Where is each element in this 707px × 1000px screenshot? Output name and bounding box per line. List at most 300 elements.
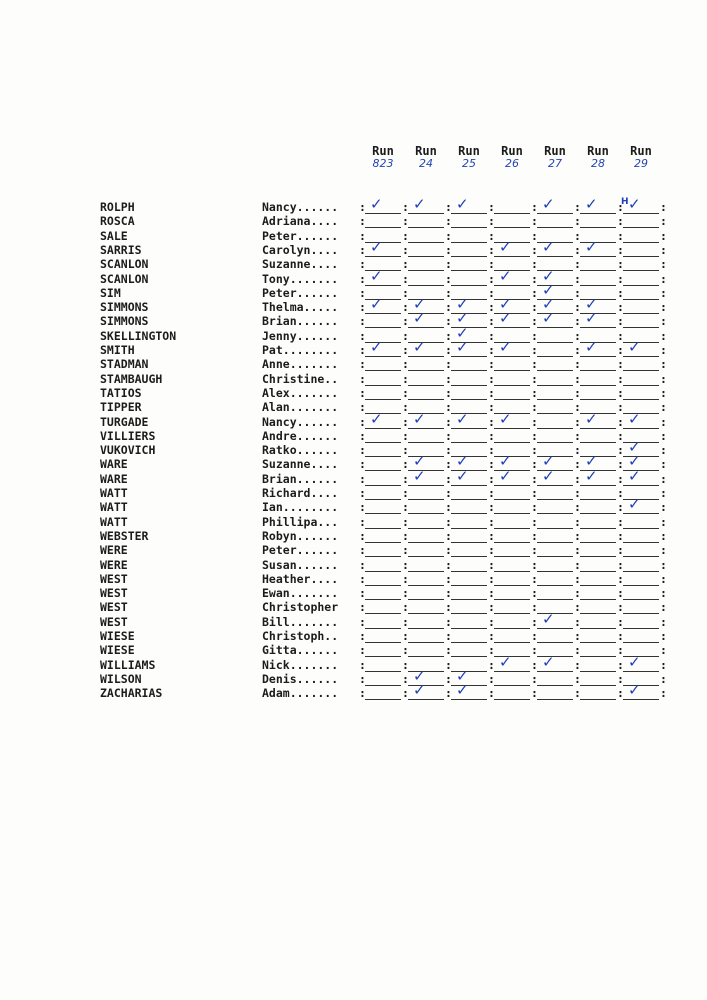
colon-separator: : — [445, 600, 452, 615]
colon-separator: : — [660, 343, 667, 357]
colon-separator: : — [488, 443, 495, 458]
table-row — [0, 229, 707, 243]
colon-separator: : — [402, 643, 409, 658]
table-row — [0, 666, 707, 686]
table-row — [0, 486, 707, 500]
colon-separator: : — [531, 671, 538, 686]
colon-separator: : — [488, 400, 495, 415]
attendance-cell — [408, 529, 444, 543]
colon-separator: : — [445, 557, 452, 572]
attendance-cell — [580, 466, 616, 486]
colon-separator: : — [359, 629, 366, 643]
colon-separator: : — [660, 328, 667, 343]
colon-separator: : — [445, 428, 452, 443]
attendance-cell — [451, 643, 487, 657]
colon-separator: : — [531, 571, 538, 586]
colon-separator: : — [617, 671, 624, 686]
colon-separator: : — [574, 629, 581, 643]
check-icon: ✓ — [456, 309, 469, 328]
attendance-cell — [623, 543, 659, 557]
colon-separator: : — [402, 657, 409, 672]
attendance-cell — [451, 486, 487, 500]
attendance-cell — [580, 515, 616, 529]
attendance-cell — [537, 515, 573, 529]
colon-separator: : — [445, 343, 452, 357]
check-icon: ✓ — [456, 323, 469, 342]
table-row — [0, 529, 707, 543]
run-header-label: Run — [415, 144, 437, 158]
run-header-label: Run — [544, 144, 566, 158]
colon-separator: : — [359, 285, 366, 300]
run-header-number: 26 — [505, 157, 519, 170]
colon-separator: : — [488, 228, 495, 243]
colon-separator: : — [359, 200, 366, 214]
colon-separator: : — [359, 457, 366, 472]
colon-separator: : — [402, 671, 409, 686]
colon-separator: : — [488, 343, 495, 357]
surname: WARE — [100, 457, 128, 472]
colon-separator: : — [445, 586, 452, 601]
table-row — [0, 652, 707, 672]
colon-separator: : — [359, 500, 366, 515]
surname: TIPPER — [100, 400, 142, 415]
colon-separator: : — [488, 300, 495, 315]
attendance-cell — [494, 500, 530, 514]
table-row — [0, 586, 707, 600]
attendance-cell — [537, 529, 573, 543]
surname: SIMMONS — [100, 314, 149, 329]
colon-separator: : — [359, 600, 366, 615]
check-icon: ✓ — [542, 309, 555, 328]
colon-separator: : — [488, 242, 495, 257]
colon-separator: : — [574, 314, 581, 329]
table-row — [0, 386, 707, 400]
table-row — [0, 452, 707, 472]
table-row — [0, 266, 707, 286]
first-name: Ewan....... — [262, 586, 339, 601]
colon-separator: : — [359, 557, 366, 572]
attendance-cell — [623, 386, 659, 400]
first-name: Pat........ — [262, 343, 339, 357]
check-icon: ✓ — [585, 309, 598, 328]
attendance-cell — [408, 338, 444, 357]
attendance-cell — [365, 515, 401, 529]
check-icon: ✓ — [628, 338, 641, 356]
colon-separator: : — [402, 314, 409, 329]
attendance-cell — [451, 629, 487, 643]
surname: WERE — [100, 543, 128, 558]
colon-separator: : — [660, 643, 667, 658]
colon-separator: : — [660, 600, 667, 615]
table-row — [0, 438, 707, 458]
check-icon: ✓ — [499, 338, 512, 356]
attendance-cell — [580, 643, 616, 657]
run-header-number: 823 — [372, 157, 394, 170]
attendance-cell — [623, 409, 659, 429]
check-icon: ✓ — [628, 409, 641, 428]
colon-separator: : — [531, 614, 538, 629]
attendance-cell — [408, 195, 444, 214]
attendance-cell — [580, 543, 616, 557]
first-name: Ian........ — [262, 500, 339, 515]
colon-separator: : — [660, 285, 667, 300]
check-icon: ✓ — [456, 466, 469, 485]
colon-separator: : — [359, 528, 366, 543]
attendance-cell — [365, 457, 401, 471]
first-name: Alan....... — [262, 400, 339, 415]
colon-separator: : — [488, 200, 495, 214]
colon-separator: : — [488, 486, 495, 500]
attendance-cell — [494, 237, 530, 257]
first-name: Thelma..... — [262, 300, 339, 315]
table-row — [0, 558, 707, 572]
colon-separator: : — [359, 228, 366, 243]
colon-separator: : — [574, 271, 581, 286]
attendance-cell — [365, 357, 401, 371]
attendance-cell — [408, 257, 444, 271]
colon-separator: : — [402, 514, 409, 529]
colon-separator: : — [531, 457, 538, 472]
surname: WILSON — [100, 671, 142, 686]
first-name: Peter...... — [262, 543, 339, 558]
colon-separator: : — [445, 285, 452, 300]
surname: SARRIS — [100, 242, 142, 257]
colon-separator: : — [402, 571, 409, 586]
colon-separator: : — [402, 500, 409, 515]
colon-separator: : — [359, 443, 366, 458]
colon-separator: : — [488, 657, 495, 672]
check-icon: ✓ — [370, 409, 383, 428]
colon-separator: : — [488, 586, 495, 601]
attendance-cell — [580, 500, 616, 514]
colon-separator: : — [445, 257, 452, 272]
colon-separator: : — [445, 471, 452, 486]
attendance-cell — [408, 272, 444, 286]
colon-separator: : — [660, 629, 667, 643]
colon-separator: : — [574, 557, 581, 572]
check-icon: ✓ — [542, 609, 555, 628]
table-row — [0, 338, 707, 357]
attendance-cell — [365, 443, 401, 457]
colon-separator: : — [445, 657, 452, 672]
attendance-cell — [408, 357, 444, 371]
attendance-cell — [408, 466, 444, 486]
attendance-cell — [451, 229, 487, 243]
colon-separator: : — [402, 200, 409, 214]
colon-separator: : — [445, 543, 452, 558]
first-name: Nancy...... — [262, 414, 339, 429]
attendance-cell — [580, 338, 616, 357]
check-icon: ✓ — [499, 237, 512, 256]
attendance-cell — [365, 629, 401, 643]
attendance-cell — [451, 466, 487, 486]
surname: WATT — [100, 486, 128, 500]
colon-separator: : — [359, 400, 366, 415]
attendance-cell — [623, 586, 659, 600]
colon-separator: : — [359, 414, 366, 429]
colon-separator: : — [617, 629, 624, 643]
colon-separator: : — [445, 300, 452, 315]
attendance-cell — [408, 409, 444, 429]
colon-separator: : — [359, 214, 366, 229]
colon-separator: : — [445, 328, 452, 343]
table-row — [0, 643, 707, 657]
colon-separator: : — [660, 300, 667, 315]
colon-separator: : — [445, 486, 452, 500]
colon-separator: : — [402, 357, 409, 372]
attendance-cell — [623, 495, 659, 514]
first-name: Peter...... — [262, 228, 339, 243]
attendance-cell — [623, 681, 659, 700]
attendance-cell — [408, 572, 444, 586]
colon-separator: : — [402, 557, 409, 572]
attendance-cell — [580, 309, 616, 328]
check-icon: ✓ — [499, 466, 512, 485]
attendance-cell — [365, 266, 401, 286]
check-icon: ✓ — [628, 466, 641, 485]
attendance-cell — [537, 466, 573, 486]
colon-separator: : — [531, 271, 538, 286]
colon-separator: : — [402, 428, 409, 443]
attendance-cell — [623, 629, 659, 643]
colon-separator: : — [660, 586, 667, 601]
colon-separator: : — [402, 371, 409, 386]
check-icon: ✓ — [413, 309, 426, 328]
colon-separator: : — [359, 571, 366, 586]
attendance-cell — [365, 429, 401, 443]
colon-separator: : — [617, 428, 624, 443]
attendance-cell — [408, 643, 444, 657]
colon-separator: : — [531, 686, 538, 701]
colon-separator: : — [660, 443, 667, 458]
table-row — [0, 409, 707, 429]
attendance-cell — [623, 615, 659, 629]
run-header-label: Run — [458, 144, 480, 158]
surname: ROLPH — [100, 200, 135, 214]
attendance-cell — [537, 309, 573, 328]
table-row — [0, 323, 707, 343]
colon-separator: : — [574, 471, 581, 486]
colon-separator: : — [488, 629, 495, 643]
colon-separator: : — [402, 271, 409, 286]
check-icon: ✓ — [499, 309, 512, 328]
attendance-cell — [537, 686, 573, 700]
attendance-cell — [365, 543, 401, 557]
colon-separator: : — [660, 514, 667, 529]
colon-separator: : — [445, 614, 452, 629]
colon-separator: : — [402, 686, 409, 701]
table-row — [0, 429, 707, 443]
attendance-cell — [365, 237, 401, 257]
attendance-cell — [537, 372, 573, 386]
attendance-cell — [408, 214, 444, 228]
colon-separator: : — [445, 242, 452, 257]
colon-separator: : — [660, 500, 667, 515]
attendance-cell — [451, 357, 487, 371]
first-name: Adriana.... — [262, 214, 339, 229]
check-icon: ✓ — [542, 280, 555, 299]
attendance-cell — [537, 415, 573, 429]
attendance-cell — [537, 500, 573, 514]
attendance-cell — [365, 409, 401, 429]
surname: WATT — [100, 514, 128, 529]
colon-separator: : — [359, 385, 366, 400]
check-icon: ✓ — [456, 666, 469, 685]
first-name: Ratko...... — [262, 443, 339, 458]
surname: STADMAN — [100, 357, 149, 372]
attendance-cell — [494, 672, 530, 686]
attendance-cell — [494, 543, 530, 557]
colon-separator: : — [445, 357, 452, 372]
attendance-cell — [537, 572, 573, 586]
attendance-cell — [451, 615, 487, 629]
attendance-cell — [365, 500, 401, 514]
colon-separator: : — [660, 400, 667, 415]
colon-separator: : — [531, 214, 538, 229]
surname: WILLIAMS — [100, 657, 156, 672]
attendance-cell — [494, 529, 530, 543]
attendance-cell — [451, 409, 487, 429]
colon-separator: : — [488, 428, 495, 443]
check-icon: ✓ — [413, 666, 426, 685]
attendance-cell — [365, 600, 401, 614]
first-name: Richard.... — [262, 486, 339, 500]
attendance-cell — [365, 586, 401, 600]
attendance-cell — [537, 195, 573, 214]
attendance-cell — [494, 515, 530, 529]
run-header-label: Run — [587, 144, 609, 158]
colon-separator: : — [531, 543, 538, 558]
table-row — [0, 309, 707, 329]
colon-separator: : — [488, 671, 495, 686]
colon-separator: : — [574, 643, 581, 658]
table-row — [0, 609, 707, 629]
colon-separator: : — [359, 300, 366, 315]
colon-separator: : — [402, 400, 409, 415]
colon-separator: : — [402, 614, 409, 629]
colon-separator: : — [402, 257, 409, 272]
first-name: Denis...... — [262, 671, 339, 686]
first-name: Christoph.. — [262, 629, 339, 643]
attendance-cell — [408, 429, 444, 443]
check-icon: ✓ — [370, 295, 383, 314]
colon-separator: : — [402, 414, 409, 429]
colon-separator: : — [617, 443, 624, 458]
attendance-cell — [537, 586, 573, 600]
attendance-cell — [451, 515, 487, 529]
attendance-cell — [408, 486, 444, 500]
colon-separator: : — [488, 214, 495, 229]
table-row — [0, 357, 707, 371]
attendance-cell — [580, 572, 616, 586]
colon-separator: : — [488, 257, 495, 272]
attendance-cell — [623, 214, 659, 228]
check-icon: ✓ — [456, 409, 469, 428]
colon-separator: : — [660, 242, 667, 257]
attendance-cell — [623, 572, 659, 586]
first-name: Nancy...... — [262, 200, 339, 214]
colon-separator: : — [617, 643, 624, 658]
colon-separator: : — [445, 400, 452, 415]
colon-separator: : — [617, 657, 624, 672]
attendance-cell — [408, 243, 444, 257]
check-icon: ✓ — [456, 195, 469, 213]
colon-separator: : — [617, 285, 624, 300]
attendance-cell — [451, 257, 487, 271]
colon-separator: : — [574, 371, 581, 386]
attendance-cell — [365, 195, 401, 214]
check-icon: ✓ — [413, 195, 426, 213]
check-icon: ✓ — [413, 466, 426, 485]
first-name: Nick....... — [262, 657, 339, 672]
attendance-cell — [580, 429, 616, 443]
attendance-cell — [580, 529, 616, 543]
table-row — [0, 195, 707, 214]
attendance-cell — [494, 309, 530, 328]
attendance-cell — [365, 214, 401, 228]
run-header-label: Run — [501, 144, 523, 158]
colon-separator: : — [531, 357, 538, 372]
check-icon: ✓ — [456, 338, 469, 356]
colon-separator: : — [574, 357, 581, 372]
attendance-cell — [623, 466, 659, 486]
colon-separator: : — [617, 471, 624, 486]
attendance-cell — [623, 338, 659, 357]
check-icon: ✓ — [628, 195, 641, 213]
colon-separator: : — [617, 400, 624, 415]
run-header-label: Run — [372, 144, 394, 158]
attendance-cell — [451, 572, 487, 586]
surname: SMITH — [100, 343, 135, 357]
attendance-cell — [537, 386, 573, 400]
attendance-cell — [537, 486, 573, 500]
colon-separator: : — [531, 285, 538, 300]
surname: WIESE — [100, 643, 135, 658]
colon-separator: : — [574, 242, 581, 257]
colon-separator: : — [402, 629, 409, 643]
attendance-cell — [623, 300, 659, 314]
attendance-cell — [408, 372, 444, 386]
attendance-cell — [451, 429, 487, 443]
attendance-cell — [408, 543, 444, 557]
check-icon: ✓ — [370, 237, 383, 256]
colon-separator: : — [445, 443, 452, 458]
colon-separator: : — [574, 686, 581, 701]
attendance-cell — [451, 386, 487, 400]
check-icon: ✓ — [370, 266, 383, 285]
colon-separator: : — [660, 385, 667, 400]
colon-separator: : — [617, 328, 624, 343]
colon-separator: : — [488, 528, 495, 543]
colon-separator: : — [359, 471, 366, 486]
attendance-cell — [580, 615, 616, 629]
table-row — [0, 495, 707, 515]
colon-separator: : — [359, 271, 366, 286]
colon-separator: : — [531, 629, 538, 643]
check-icon: ✓ — [628, 452, 641, 471]
surname: WEBSTER — [100, 528, 149, 543]
attendance-cell — [621, 195, 659, 214]
colon-separator: : — [445, 200, 452, 214]
colon-separator: : — [402, 242, 409, 257]
colon-separator: : — [574, 514, 581, 529]
colon-separator: : — [574, 214, 581, 229]
first-name: Andre...... — [262, 428, 339, 443]
attendance-cell — [408, 515, 444, 529]
attendance-cell — [580, 386, 616, 400]
attendance-cell — [365, 372, 401, 386]
colon-separator: : — [660, 257, 667, 272]
